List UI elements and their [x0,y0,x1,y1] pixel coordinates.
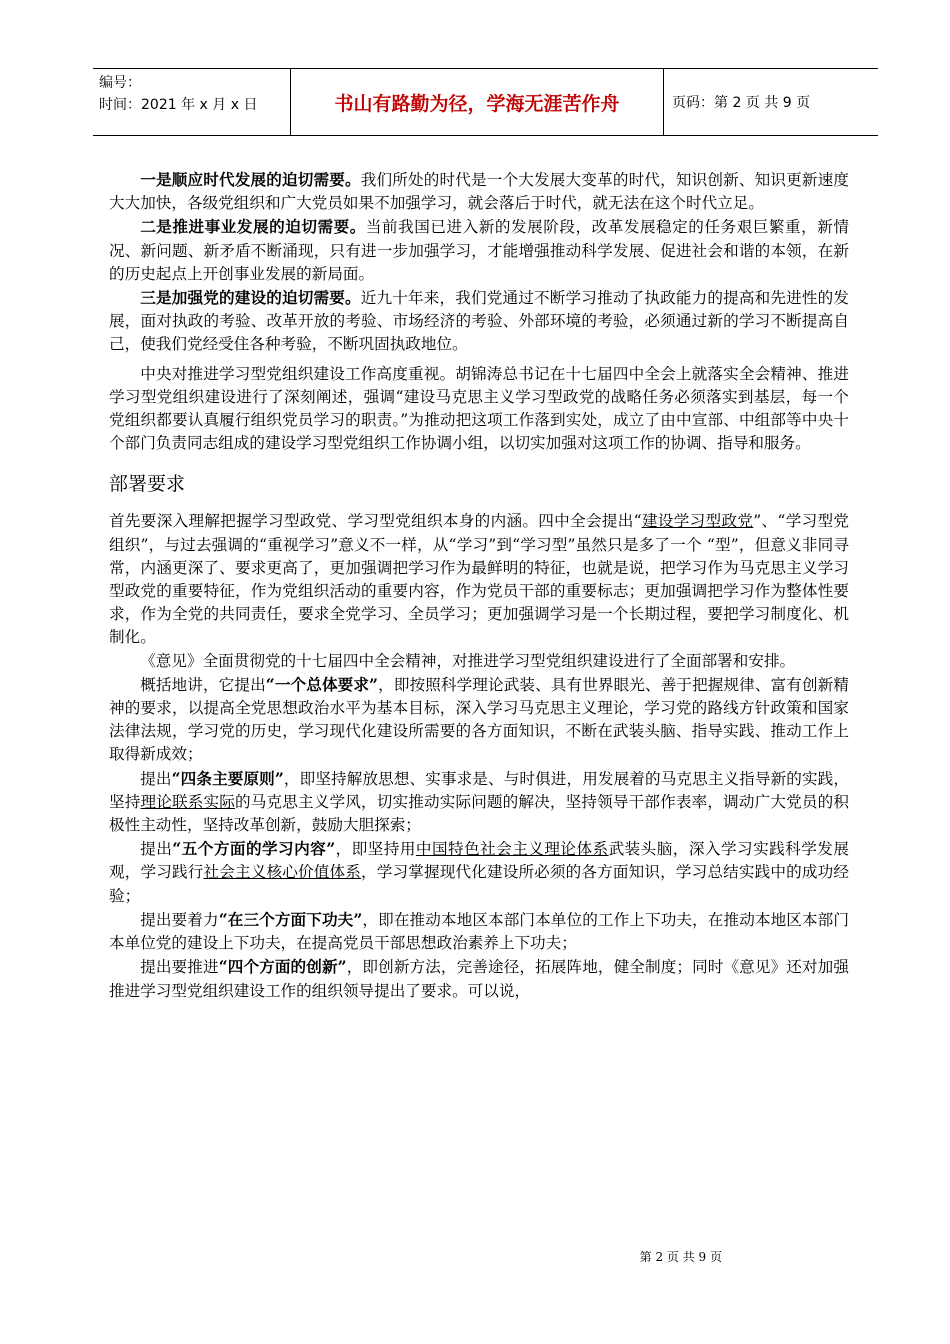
text-run: 武装头脑，深入学习实践科学发展观，学习践行 [109,840,849,882]
number-label: 编号： [99,75,141,91]
text-run: 提出 [140,840,173,859]
paragraph-intro [109,510,849,649]
text-run: 提出要着力 [140,910,219,929]
paragraph-text: 当前我国已进入新的发展阶段，改革发展稳定的任务艰巨繁重，新情况、新问题、新矛盾不断涌现，只有进一步加强学习，才能增强推动科学发展、促进社会和谐的本领，在新的历史起点上开创事业发展的新局面。 [109,218,849,283]
header-page-label: 页码：第 2 页 共 9 页 [672,95,811,111]
paragraph-need-3 [109,286,849,357]
page-footer [0,1248,950,1265]
paragraph-lead: 三是加强党的建设的迫切需要。 [140,288,361,308]
text-run: 提出要推进 [140,958,219,977]
paragraph-four-principles [109,767,849,838]
footer-page-number: 第 2 页 共 9 页 [639,1250,722,1264]
paragraph-text: 近九十年来，我们党通过不断学习推动了执政能力的提高和先进性的发展，面对执政的考验、改革开放的考验、市场经济的考验、外部环境的考验，必须通过新的学习不断提高自己，使我们党经受住各种考验，不断巩固执政地位。 [109,289,849,354]
bold-run: “一个总体要求” [265,674,379,694]
bold-run: “四个方面的创新” [218,957,347,977]
text-run: 的马克思主义学风，切实推动实际问题的解决，坚持领导干部作表率，调动广大党员的积极性主动性，坚持改革创新，鼓励大胆探索； [109,792,849,835]
paragraph-lead: 一是顺应时代发展的迫切需要。 [140,170,361,189]
paragraph-three-efforts [109,908,849,955]
time-label: 时间：2021 年 x 月 x 日 [99,97,258,113]
text-run: ，即坚持解放思想、实事求是、与时俱进，用发展着的马克思主义指导新的实践，坚持 [109,769,849,811]
paragraph-lead: 二是推进事业发展的迫切需要。 [140,217,366,237]
bold-run: “四条主要原则” [171,768,284,788]
text-run: ，即按照科学理论武装、具有世界眼光、善于把握规律、富有创新精神的要求，以提高全党思想政治水平为基本目标，深入学习马克思主义理论，学习党的路线方针政策和国家法律法规，学习党的历史，学习现代化建设所需要的各方面知识，不断在武装头脑、指导实践、推动工作上取得新成效； [109,675,849,764]
link-theory-practice[interactable]: 理论联系实际 [140,792,235,811]
text-run: ，即在推动本地区本部门本单位的工作上下功夫，在推动本地区本部门本单位党的建设上下功夫，在提高党员干部思想政治素养上下功夫； [109,910,849,953]
header-meta [93,69,290,135]
text-run: ”、“学习型党组织”，与过去强调的“重视学习”意义不一样，从“学习”到“学习型”虽然只是多了一个 “型”，但意义非同寻常，内涵更深了、要求更高了，更加强调把学习作为最鲜明的特征，也就是说，把学习作为马克思主义学习型政党的重要特征，作为党组织活动的重要内容，作为党员干部的重要标志；更加强调把学习作为整体性要求，作为全党的共同责任，要求全党学习、全员学习；更加强调学习是一个长期过程，要把学习制度化、机制化。 [109,512,849,647]
paragraph-need-1 [109,168,849,215]
header-table [93,68,878,136]
paragraph-four-innovations [109,955,849,1002]
paragraph-central: 中央对推进学习型党组织建设工作高度重视。胡锦涛总书记在十七届四中全会上就落实全会精神、推进学习型党组织建设进行了深刻阐述，强调“建设马克思主义学习型政党的战略任务必须落实到基层，每一个党组织都要认真履行组织党员学习的职责。”为推动把这项工作落到实处，成立了由中宣部、中组部等中央十个部门负责同志组成的建设学习型党组织工作协调小组，以切实加强对这项工作的协调、指导和服务。 [109,364,849,453]
bold-run: “在三个方面下功夫” [218,909,363,929]
header-motto: 书山有路勤为径，学海无涯苦作舟 [290,69,664,135]
paragraph-text: 我们所处的时代是一个大发展大变革的时代，知识创新、知识更新速度大大加快，各级党组织和广大党员如果不加强学习，就会落后于时代，就无法在这个时代立足。 [109,171,849,213]
section-title: 部署要求 [109,473,186,496]
bold-run: “五个方面的学习内容” [172,839,336,859]
paragraph-five-contents [109,837,849,908]
link-core-values[interactable]: 社会主义核心价值体系 [203,863,361,882]
paragraph-need-2 [109,215,849,286]
text-run: 提出 [140,769,172,788]
text-run: ，学习掌握现代化建设所必须的各方面知识，学习总结实践中的成功经验； [109,863,849,905]
link-theory-system[interactable]: 中国特色社会主义理论体系 [415,840,609,859]
text-run: ，即创新方法，完善途径，拓展阵地，健全制度；同时《意见》还对加强推进学习型党组织建设工作的组织领导提出了要求。可以说， [109,958,849,1000]
text-run: ，即坚持用 [335,840,416,859]
paragraph-one-requirement [109,673,849,767]
text-run: 首先要深入理解把握学习型政党、学习型党组织本身的内涵。四中全会提出“ [109,512,642,531]
document-body [109,168,849,1003]
paragraph-yijian: 《意见》全面贯彻党的十七届四中全会精神，对推进学习型党组织建设进行了全面部署和安排。 [140,651,796,670]
text-run: 概括地讲，它提出 [140,675,266,694]
link-learning-party[interactable]: 建设学习型政党 [641,512,754,531]
